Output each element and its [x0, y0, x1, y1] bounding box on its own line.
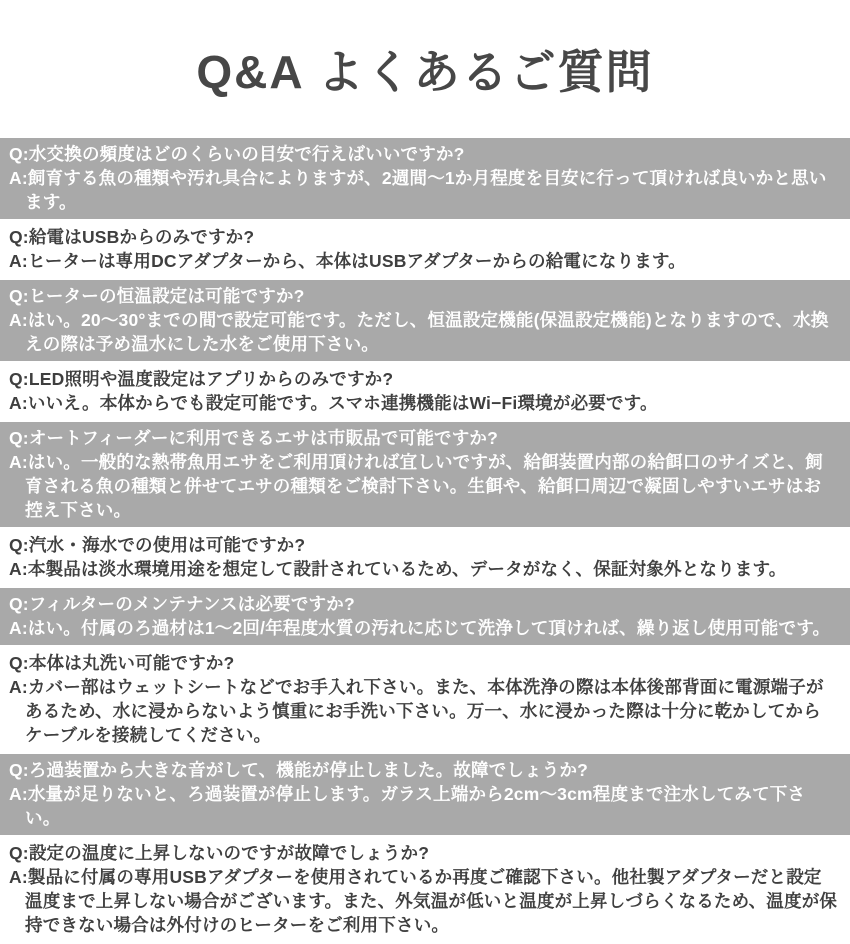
question: Q:本体は丸洗い可能ですか? — [9, 652, 235, 673]
answer: A:水量が足りないと、ろ過装置が停止します。ガラス上端から2cm〜3cm程度まで注水してみて下さい。 — [9, 783, 806, 828]
question: Q:LED照明や温度設定はアプリからのみですか? — [9, 368, 394, 389]
answer: A:はい。20〜30°までの間で設定可能です。ただし、恒温設定機能(保温設定機能)となりますので、水換えの際は予め温水にした水をご使用下さい。 — [9, 309, 829, 354]
faq-item-6 — [0, 527, 850, 588]
faq-item-4 — [0, 361, 850, 422]
faq-item-10 — [0, 835, 850, 944]
answer: A:はい。付属のろ過材は1〜2回/年程度水質の汚れに応じて洗浄して頂ければ、繰り返し使用可能です。 — [9, 617, 831, 638]
faq-item-8 — [0, 645, 850, 754]
faq-item-1 — [0, 138, 850, 219]
answer: A:製品に付属の専用USBアダプターを使用されているか再度ご確認下さい。他社製アダプターだと設定温度まで上昇しない場合がございます。また、外気温が低いと温度が上昇しづらくなるため、温度が保持できない場合は外付けのヒーターをご利用下さい。 — [9, 866, 838, 935]
faq-item-2 — [0, 219, 850, 280]
faq-item-7 — [0, 588, 850, 645]
answer: A:はい。一般的な熱帯魚用エサをご利用頂ければ宜しいですが、給餌装置内部の給餌口のサイズと、飼育される魚の種類と併せてエサの種類をご検討下さい。生餌や、給餌口周辺で凝固しやすいエサはお控え下さい。 — [9, 451, 823, 520]
answer: A:いいえ。本体からでも設定可能です。スマホ連携機能はWi−Fi環境が必要です。 — [9, 392, 658, 413]
question: Q:設定の温度に上昇しないのですが故障でしょうか? — [9, 842, 430, 863]
faq-item-9 — [0, 754, 850, 835]
question: Q:オートフィーダーに利用できるエサは市販品で可能ですか? — [9, 427, 499, 448]
page-title: Q&A よくあるご質問 — [0, 31, 850, 107]
faq-item-3 — [0, 280, 850, 361]
answer: A:ヒーターは専用DCアダプターから、本体はUSBアダプターからの給電になります。 — [9, 250, 686, 271]
answer: A:カバー部はウェットシートなどでお手入れ下さい。また、本体洗浄の際は本体後部背面に電源端子があるため、水に浸からないよう慎重にお手洗い下さい。万一、水に浸かった際は十分に乾かしてからケーブルを接続してください。 — [9, 676, 824, 745]
question: Q:水交換の頻度はどのくらいの目安で行えばいいですか? — [9, 143, 465, 164]
answer: A:飼育する魚の種類や汚れ具合によりますが、2週間〜1か月程度を目安に行って頂ければ良いかと思います。 — [9, 167, 827, 212]
question: Q:汽水・海水での使用は可能ですか? — [9, 534, 306, 555]
question: Q:フィルターのメンテナンスは必要ですか? — [9, 593, 355, 614]
answer: A:本製品は淡水環境用途を想定して設計されているため、データがなく、保証対象外となります。 — [9, 558, 787, 579]
faq-item-5 — [0, 422, 850, 527]
question: Q:給電はUSBからのみですか? — [9, 226, 255, 247]
question: Q:ろ過装置から大きな音がして、機能が停止しました。故障でしょうか? — [9, 759, 589, 780]
question: Q:ヒーターの恒温設定は可能ですか? — [9, 285, 305, 306]
